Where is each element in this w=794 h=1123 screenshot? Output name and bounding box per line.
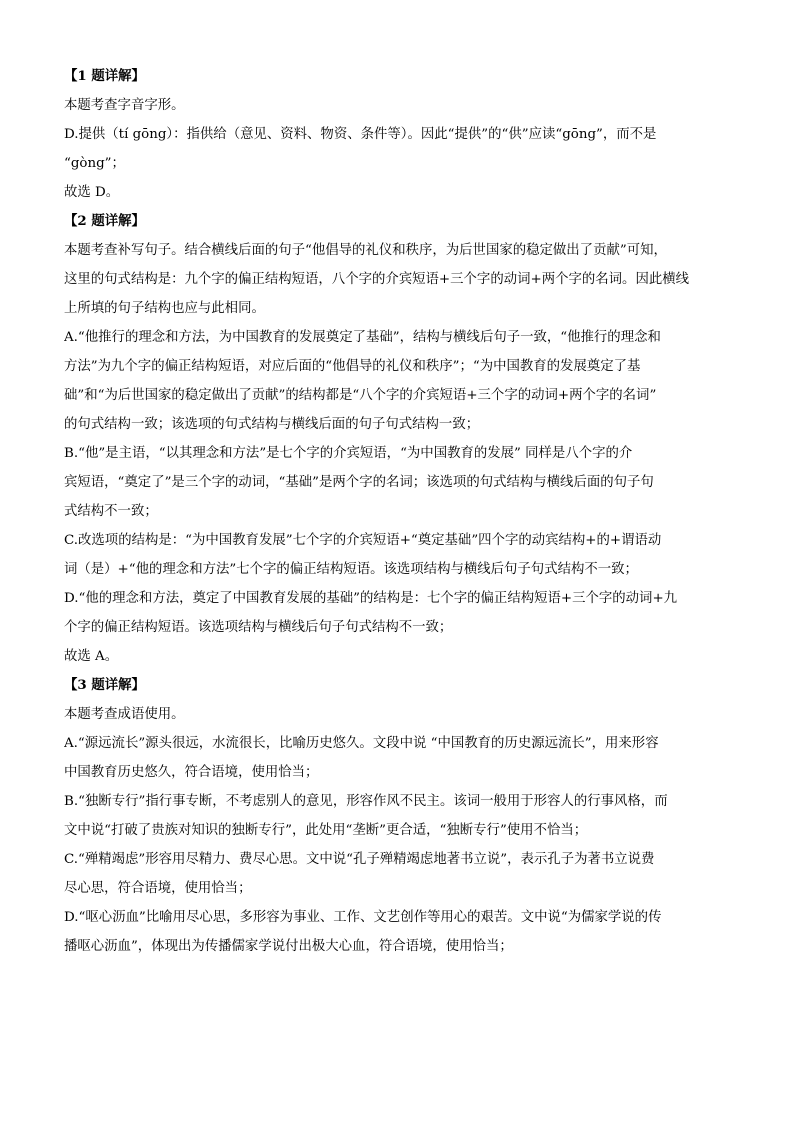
text-line: 本题考查补写句子。结合横线后面的句子“他倡导的礼仪和秩序，为后世国家的稳定做出了贡献”可知， bbox=[64, 243, 667, 258]
text-line: 个字的偏正结构短语。该选项结构与横线后句子句式结构不一致； bbox=[64, 620, 453, 635]
text-line: 播呕心沥血”，体现出为传播儒家学说付出极大心血，符合语境，使用恰当； bbox=[64, 939, 513, 954]
text-line: 词（是）+“他的理念和方法”七个字的偏正结构短语。该选项结构与横线后句子句式结构不一致； bbox=[64, 562, 638, 577]
text-line: C.“殚精竭虑”形容用尽精力、费尽心思。文中说“孔子殚精竭虑地著书立说”，表示孔子为著书立说费 bbox=[64, 852, 655, 867]
text-line: D.提供（tí gōng）：指供给（意见、资料、物资、条件等）。因此“提供”的“供”应读“gōng”，而不是 bbox=[64, 127, 657, 142]
text-line: 尽心思，符合语境，使用恰当； bbox=[64, 881, 252, 896]
section-heading: 【2 题详解】 bbox=[64, 213, 145, 229]
text-line: A.“源远流长”源头很远，水流很长，比喻历史悠久。文段中说 “中国教育的历史源远流长”，用来形容 bbox=[64, 736, 659, 751]
text-line: “gòng”； bbox=[64, 156, 125, 171]
text-line: 这里的句式结构是：九个字的偏正结构短语，八个字的介宾短语+三个字的动词+两个字的名词。因此横线 bbox=[64, 272, 690, 287]
text-line: D.“他的理念和方法，奠定了中国教育发展的基础”的结构是：七个字的偏正结构短语+三个字的动词+九 bbox=[64, 591, 678, 606]
text-line: A.“他推行的理念和方法，为中国教育的发展奠定了基础”，结构与横线后句子一致，“他推行的理念和 bbox=[64, 330, 661, 345]
text-line: B.“独断专行”指行事专断，不考虑别人的意见，形容作风不民主。该词一般用于形容人的行事风格，而 bbox=[64, 794, 668, 809]
text-line: B.“他”是主语，“以其理念和方法”是七个字的介宾短语，“为中国教育的发展” 同样是八个字的介 bbox=[64, 446, 633, 461]
text-line: 故选 A。 bbox=[64, 649, 119, 664]
text-line: 文中说“打破了贵族对知识的独断专行”，此处用“垄断”更合适，“独断专行”使用不恰当； bbox=[64, 823, 588, 838]
text-line: 本题考查字音字形。 bbox=[64, 98, 185, 113]
text-line: C.改选项的结构是：“为中国教育发展”七个字的介宾短语+“奠定基础”四个字的动宾结构+的+谓语动 bbox=[64, 533, 662, 548]
text-line: 故选 D。 bbox=[64, 185, 120, 200]
section-heading: 【3 题详解】 bbox=[64, 677, 145, 693]
text-line: 本题考查成语使用。 bbox=[64, 707, 185, 722]
text-line: D.“呕心沥血”比喻用尽心思，多形容为事业、工作、文艺创作等用心的艰苦。文中说“为儒家学说的传 bbox=[64, 910, 662, 925]
section-heading: 【1 题详解】 bbox=[64, 68, 145, 84]
text-line: 方法”为九个字的偏正结构短语，对应后面的“他倡导的礼仪和秩序”；“为中国教育的发展奠定了基 bbox=[64, 359, 641, 374]
text-line: 中国教育历史悠久，符合语境，使用恰当； bbox=[64, 765, 319, 780]
document-page bbox=[64, 62, 732, 961]
text-line: 式结构不一致； bbox=[64, 504, 158, 519]
text-line: 础”和“为后世国家的稳定做出了贡献”的结构都是“八个字的介宾短语+三个字的动词+两个字的名词” bbox=[64, 388, 657, 403]
text-line: 宾短语，“奠定了”是三个字的动词，“基础”是两个字的名词；该选项的句式结构与横线后面的句子句 bbox=[64, 475, 654, 490]
text-line: 的句式结构一致；该选项的句式结构与横线后面的句子句式结构一致； bbox=[64, 417, 480, 432]
text-line: 上所填的句子结构也应与此相同。 bbox=[64, 301, 265, 316]
